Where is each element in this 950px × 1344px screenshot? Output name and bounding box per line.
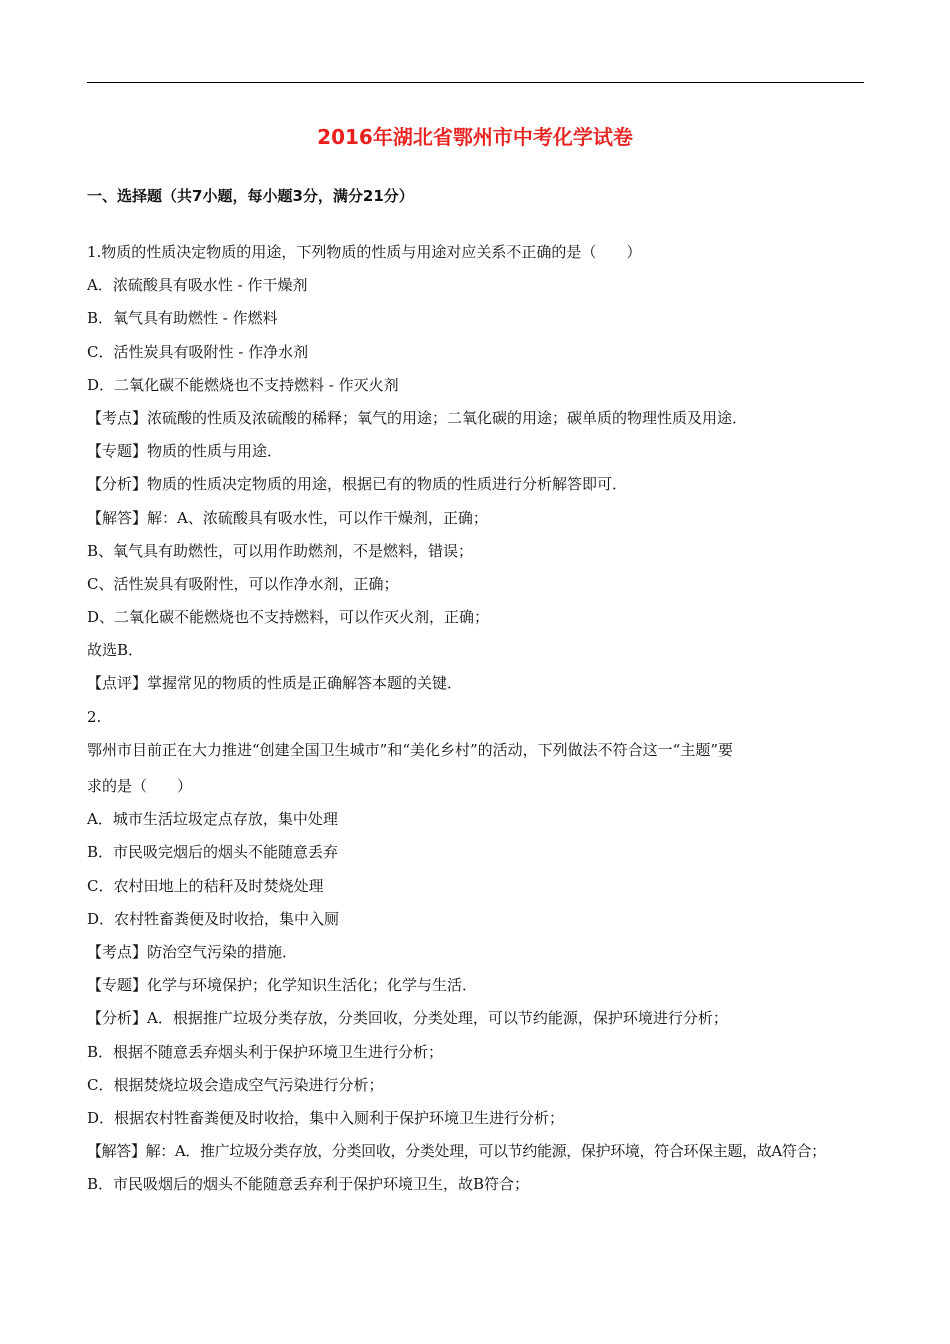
question-2-fenxi-line: 【分析】A．根据推广垃圾分类存放，分类回收，分类处理，可以节约能源，保护环境进行分析； [87,1009,728,1028]
question-2-stem-line: 鄂州市目前正在大力推进“创建全国卫生城市”和“美化乡村”的活动，下列做法不符合这一“主题”要 [87,740,734,759]
question-2-option-b: B．市民吸完烟后的烟头不能随意丢弃 [87,843,339,862]
question-2-number: 2. [87,707,102,726]
question-2-stem-line: 求的是（ ） [87,777,193,795]
question-1-zhuanti: 【专题】物质的性质与用途． [87,442,283,461]
question-2-option-d: D．农村牲畜粪便及时收拾，集中入厕 [87,909,340,928]
question-1-option-b: B．氧气具有助燃性 - 作燃料 [87,309,278,328]
question-1-answer: 故选B． [87,641,144,660]
question-2-fenxi-line: C．根据焚烧垃圾会造成空气污染进行分析； [87,1075,384,1094]
question-2-option-a: A．城市生活垃圾定点存放，集中处理 [87,810,338,829]
question-1-dianping: 【点评】掌握常见的物质的性质是正确解答本题的关键． [87,674,463,693]
question-1-fenxi: 【分析】物质的性质决定物质的用途，根据已有的物质的性质进行分析解答即可． [87,475,628,494]
question-2-jieda-line: 【解答】解：A．推广垃圾分类存放，分类回收，分类处理，可以节约能源，保护环境，符合环保主题，故A符合； [87,1142,826,1161]
question-2-fenxi-line: D．根据农村牲畜粪便及时收拾，集中入厕利于保护环境卫生进行分析； [87,1108,565,1127]
header-rule [87,82,864,83]
question-2-zhuanti: 【专题】化学与环境保护；化学知识生活化；化学与生活． [87,976,478,995]
question-1-jieda-line: B、氧气具有助燃性，可以用作助燃剂，不是燃料，错误； [87,541,474,560]
question-1-jieda-line: C、活性炭具有吸附性，可以作净水剂，正确； [87,574,399,593]
question-1-option-c: C．活性炭具有吸附性 - 作净水剂 [87,342,309,361]
document-body [87,236,865,1201]
question-1-option-a: A．浓硫酸具有吸水性 - 作干燥剂 [87,276,308,295]
question-1-jieda-line: 【解答】解：A、浓硫酸具有吸水性，可以作干燥剂，正确； [87,508,488,527]
question-1-kaodian: 【考点】浓硫酸的性质及浓硫酸的稀释；氧气的用途；二氧化碳的用途；碳单质的物理性质及用途． [87,408,748,427]
question-1-jieda-line: D、二氧化碳不能燃烧也不支持燃料，可以作灭火剂，正确； [87,608,490,627]
section-heading: 一、选择题（共7小题，每小题3分，满分21分） [87,187,414,205]
page-title: 2016年湖北省鄂州市中考化学试卷 [317,125,633,149]
question-1-stem: 1.物质的性质决定物质的用途，下列物质的性质与用途对应关系不正确的是（ ） [87,243,642,261]
question-2-kaodian: 【考点】防治空气污染的措施． [87,942,298,961]
question-2-option-c: C．农村田地上的秸秆及时焚烧处理 [87,876,324,895]
question-1-option-d: D．二氧化碳不能燃烧也不支持燃料 - 作灭火剂 [87,375,399,394]
question-2-fenxi-line: B．根据不随意丢弃烟头利于保护环境卫生进行分析； [87,1042,444,1061]
question-2-jieda-line: B．市民吸烟后的烟头不能随意丢弃利于保护环境卫生，故B符合； [87,1175,530,1194]
